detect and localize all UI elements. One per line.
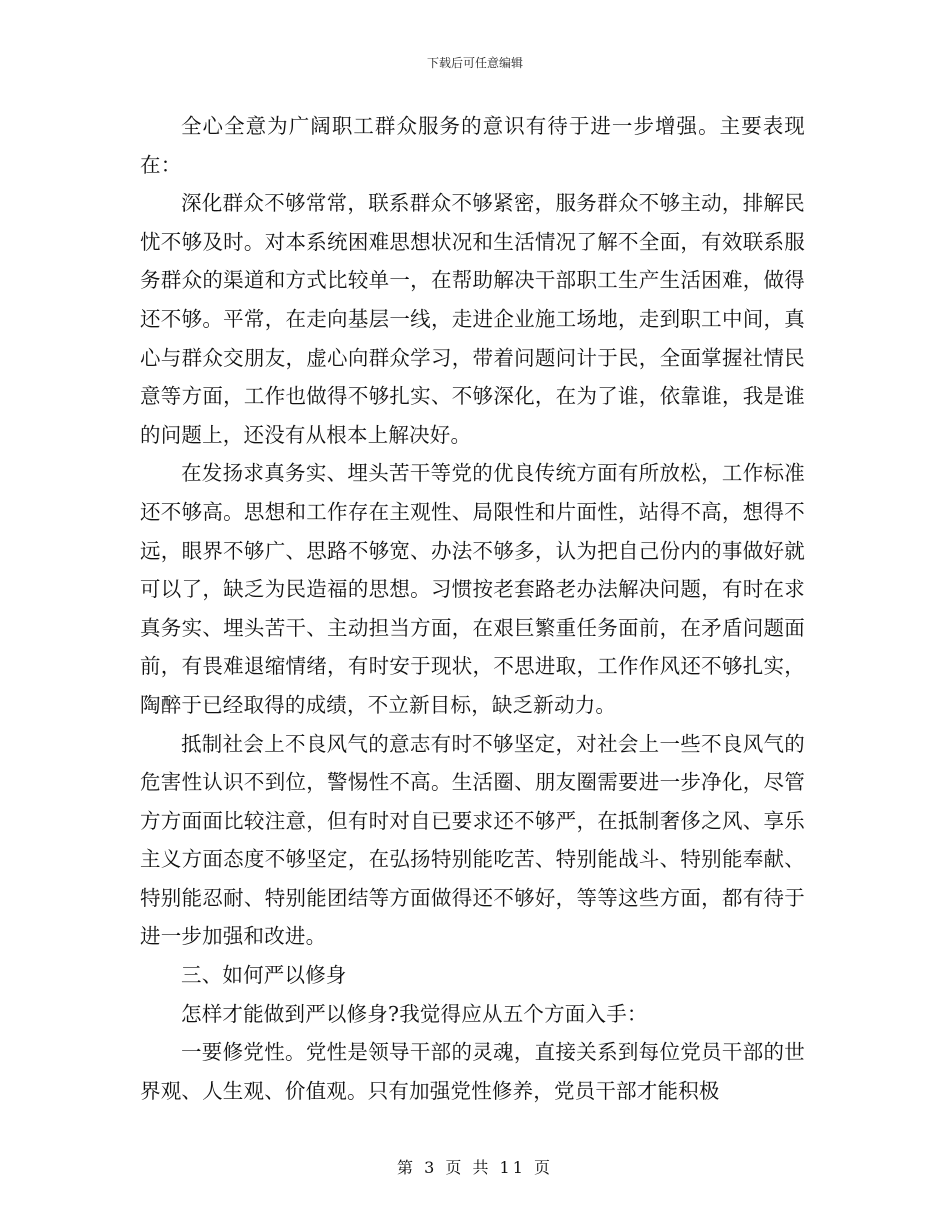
section-heading: 三、如何严以修身 [181, 963, 347, 988]
paragraph-7: 一要修党性。党性是领导干部的灵魂，直接关系到每位党员干部的世界观、人生观、价值观。只有加强党性修养，党员干部才能积极 [140, 1040, 805, 1103]
page-header-note: 下载后可任意编辑 [426, 56, 523, 70]
paragraph-1: 全心全意为广阔职工群众服务的意识有待于进一步增强。主要表现在： [140, 114, 805, 177]
page-number-footer: 第 3 页 共 11 页 [397, 1158, 553, 1177]
paragraph-3: 在发扬求真务实、埋头苦干等党的优良传统方面有所放松，工作标准还不够高。思想和工作存在主观性、局限性和片面性，站得不高，想得不远，眼界不够广、思路不够宽、办法不够多，认为把自己份内的事做好就可以了，缺乏为民造福的思想。习惯按老套路老办法解决问题，有时在求真务实、埋头苦干、主动担当方面，在艰巨繁重任务面前，在矛盾问题面前，有畏难退缩情绪，有时安于现状，不思进取，工作作风还不够扎实，陶醉于已经取得的成绩，不立新目标，缺乏新动力。 [140, 461, 805, 717]
paragraph-4: 抵制社会上不良风气的意志有时不够坚定，对社会上一些不良风气的危害性认识不到位，警惕性不高。生活圈、朋友圈需要进一步净化，尽管方方面面比较注意，但有时对自已要求还不够严，在抵制奢侈之风、享乐主义方面态度不够坚定，在弘扬特别能吃苦、特别能战斗、特别能奉献、特别能忍耐、特别能团结等方面做得还不够好，等等这些方面，都有待于进一步加强和改进。 [140, 731, 805, 949]
paragraph-2: 深化群众不够常常，联系群众不够紧密，服务群众不够主动，排解民忧不够及时。对本系统困难思想状况和生活情况了解不全面，有效联系服务群众的渠道和方式比较单一，在帮助解决干部职工生产生活困难，做得还不够。平常，在走向基层一线，走进企业施工场地，走到职工中间，真心与群众交朋友，虚心向群众学习，带着问题问计于民，全面掌握社情民意等方面，工作也做得不够扎实、不够深化，在为了谁，依靠谁，我是谁的问题上，还没有从根本上解决好。 [140, 191, 805, 447]
paragraph-6: 怎样才能做到严以修身?我觉得应从五个方面入手： [181, 1001, 648, 1026]
document-body [140, 107, 805, 1110]
